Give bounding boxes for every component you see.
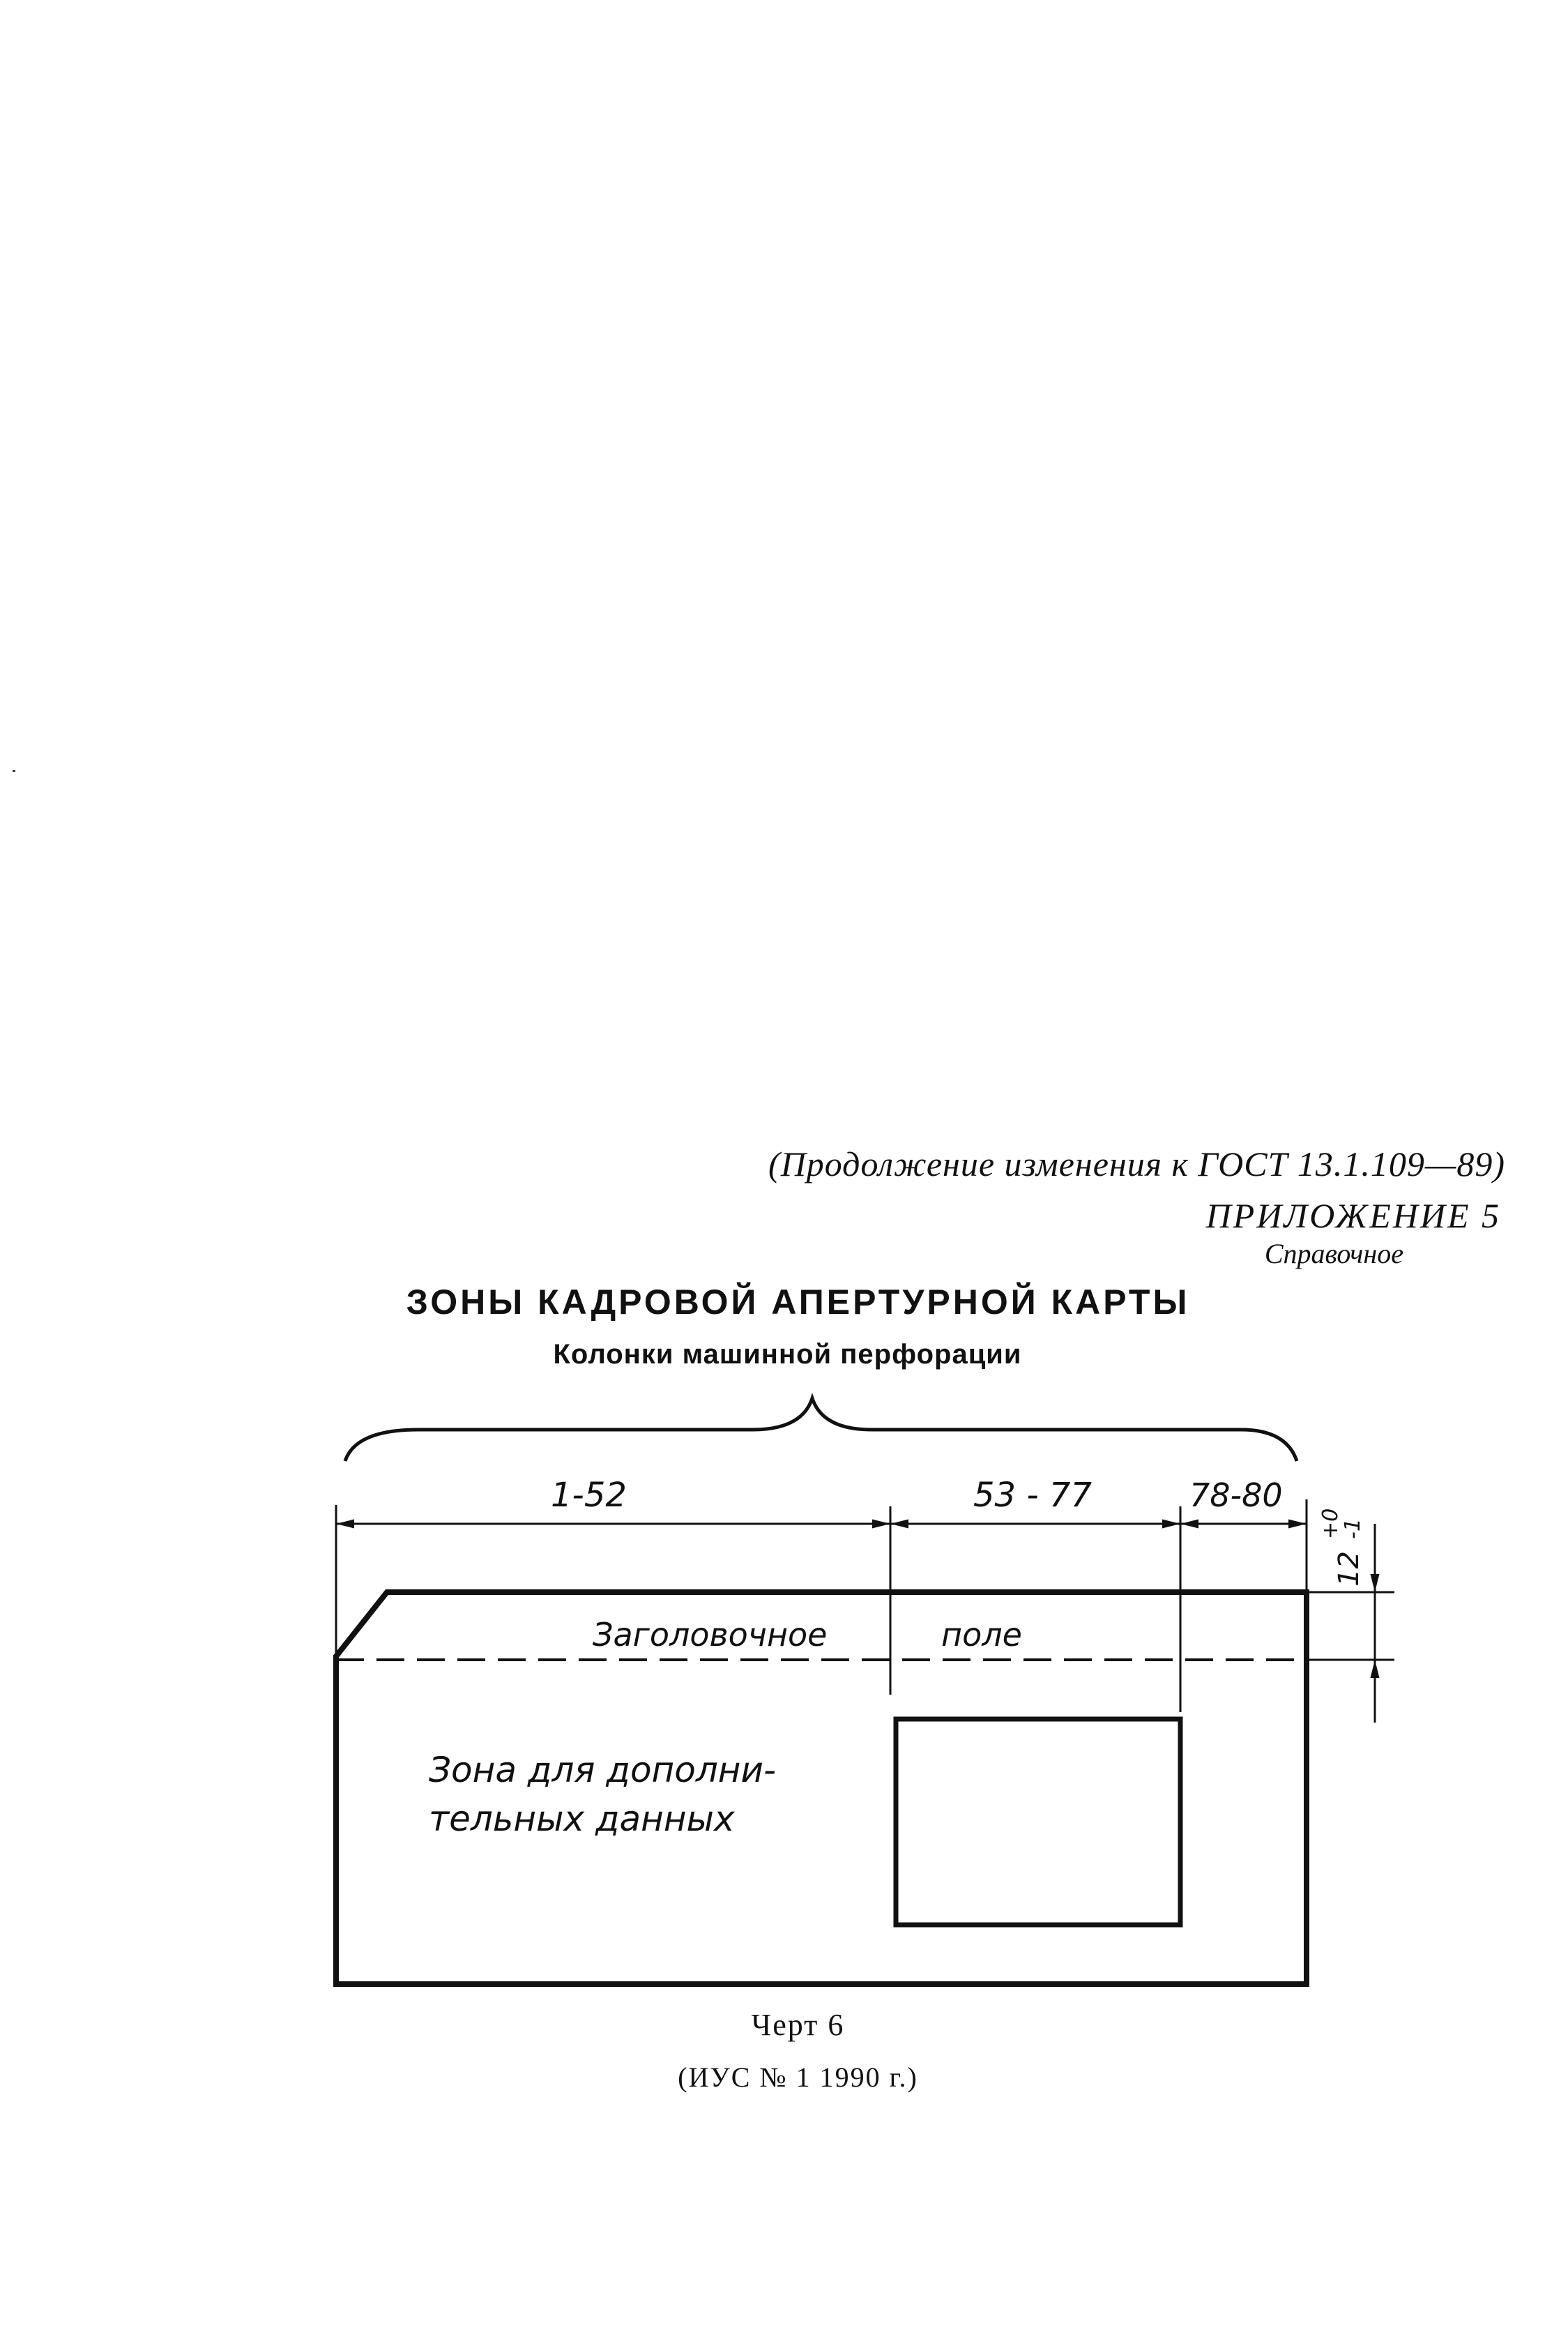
page-subtitle: Колонки машинной перфорации [553, 1339, 1022, 1370]
header-field-label-left: Заголовочное [593, 1616, 828, 1654]
column-label-78-80: 78-80 [1189, 1476, 1283, 1514]
height-tolerance-upper: +0 [1318, 1508, 1343, 1539]
height-dimension-value: 12 [1333, 1551, 1365, 1587]
continuation-note: (Продолжение изменения к ГОСТ 13.1.109—89) [768, 1144, 1505, 1183]
drawing-caption: Черт 6 [751, 2008, 845, 2042]
change-note: (ИУС № 1 1990 г.) [678, 2062, 918, 2093]
header-field-label-right: поле [941, 1616, 1022, 1654]
additional-data-zone-line1: Зона для дополни- [429, 1750, 776, 1790]
column-label-53-77: 53 - 77 [973, 1476, 1092, 1515]
additional-data-zone-line2: тельных данных [429, 1799, 735, 1839]
column-brace [345, 1398, 1297, 1461]
appendix-label: ПРИЛОЖЕНИЕ 5 [1205, 1196, 1501, 1235]
height-tolerance-lower: -1 [1341, 1518, 1365, 1539]
frame-window [896, 1719, 1180, 1925]
page-title: ЗОНЫ КАДРОВОЙ АПЕРТУРНОЙ КАРТЫ [406, 1283, 1190, 1322]
reference-label: Справочное [1264, 1238, 1403, 1269]
column-label-1-52: 1-52 [551, 1476, 627, 1515]
